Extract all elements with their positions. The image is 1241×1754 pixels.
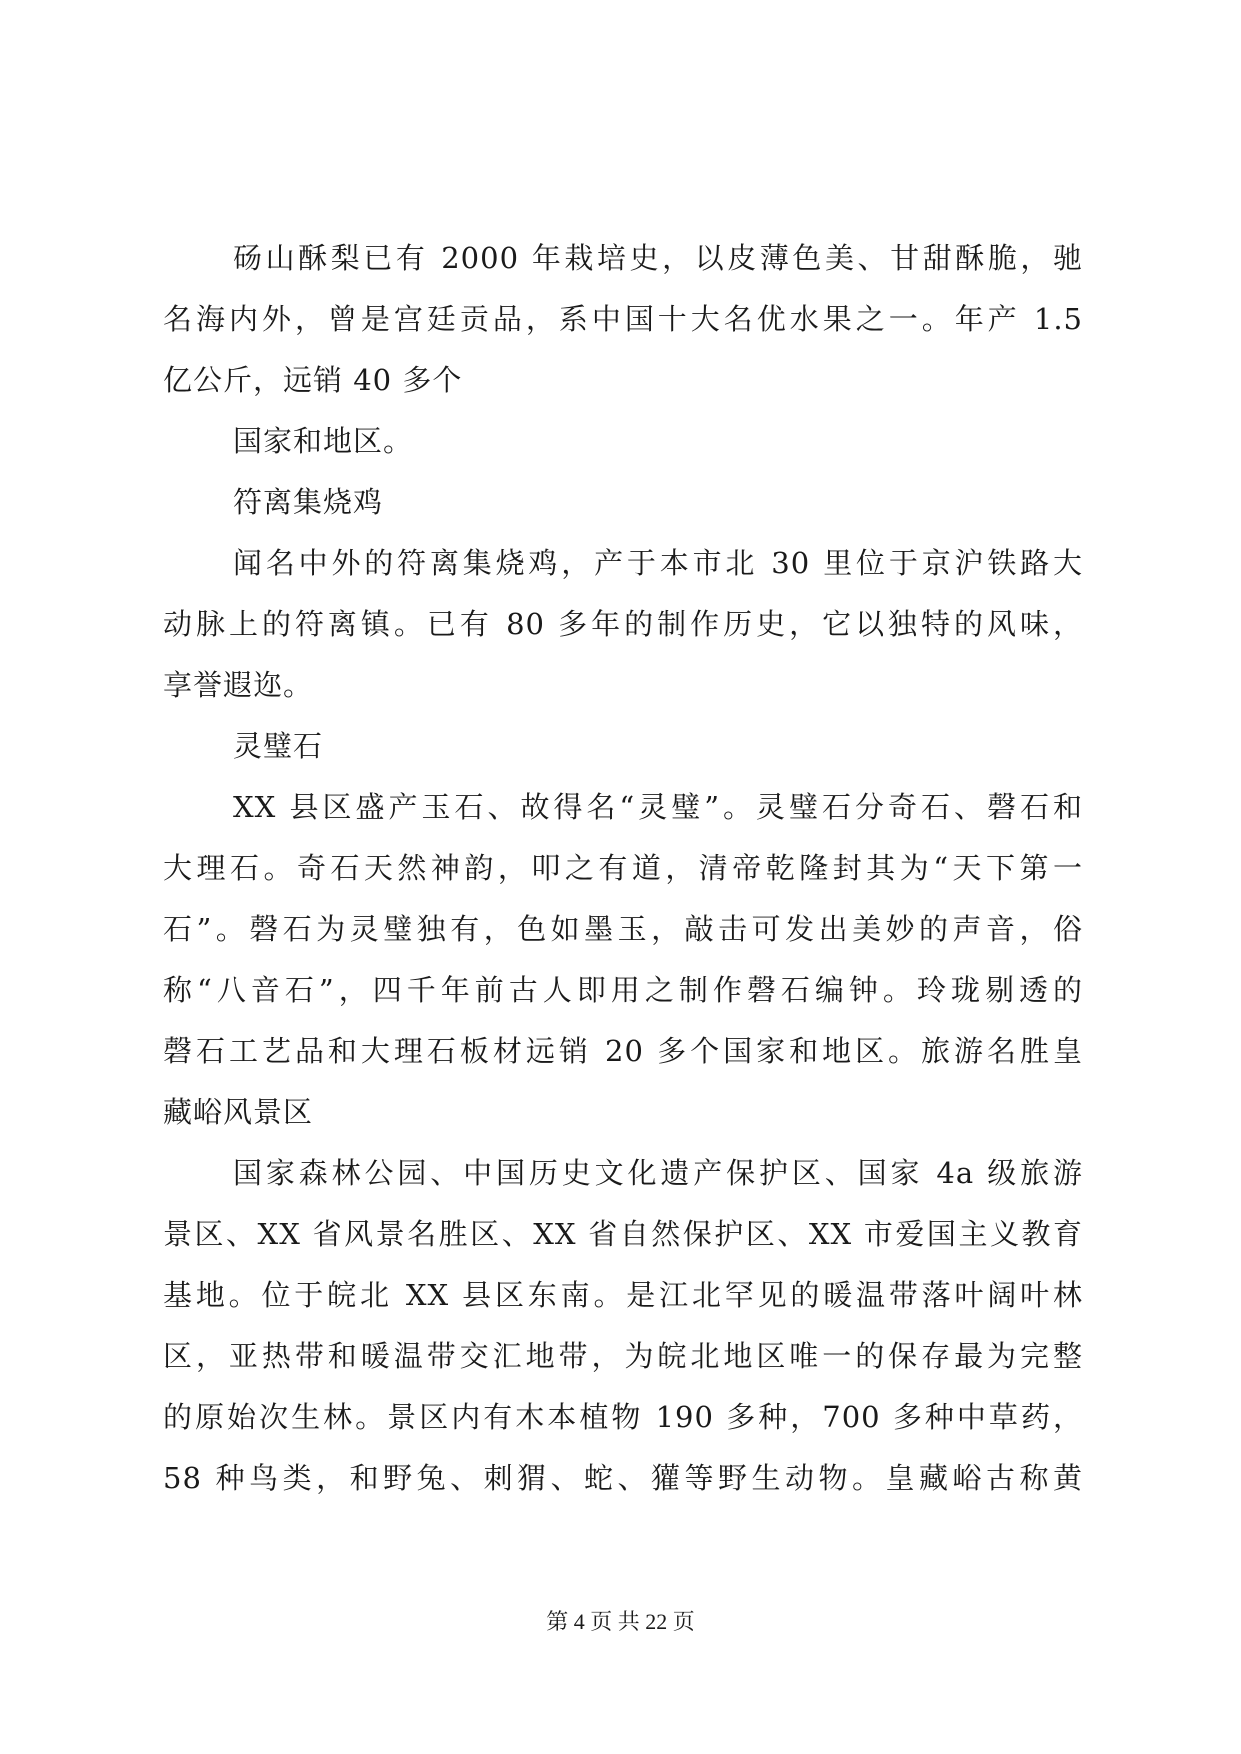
- text-line: 大理石。奇石天然神韵，叩之有道，清帝乾隆封其为“天下第一: [163, 851, 1083, 885]
- text-line: 享誉遐迩。: [163, 668, 314, 702]
- text-line: 称“八音石”，四千年前古人即用之制作磬石编钟。玲珑剔透的: [163, 973, 1083, 1007]
- text-line: 基地。位于皖北 XX 县区东南。是江北罕见的暖温带落叶阔叶林: [163, 1278, 1083, 1312]
- section-heading: 符离集烧鸡: [233, 485, 384, 519]
- text-line: 景区、XX 省风景名胜区、XX 省自然保护区、XX 市爱国主义教育: [163, 1217, 1083, 1251]
- section-heading: 灵璧石: [233, 729, 324, 763]
- page-number-footer: 第 4 页 共 22 页: [546, 1609, 695, 1634]
- text-line: 闻名中外的符离集烧鸡，产于本市北 30 里位于京沪铁路大: [233, 546, 1083, 580]
- text-line: XX 县区盛产玉石、故得名“灵璧”。灵璧石分奇石、磬石和: [233, 790, 1083, 824]
- text-line: 亿公斤，远销 40 多个: [163, 363, 463, 397]
- text-line: 国家和地区。: [233, 424, 414, 458]
- document-body: [163, 228, 1083, 1509]
- text-line: 58 种鸟类，和野兔、刺猬、蛇、獾等野生动物。皇藏峪古称黄: [163, 1461, 1083, 1495]
- text-line: 的原始次生林。景区内有木本植物 190 多种，700 多种中草药，: [163, 1400, 1083, 1434]
- text-line: 石”。磬石为灵璧独有，色如墨玉，敲击可发出美妙的声音，俗: [163, 912, 1083, 946]
- text-line: 区，亚热带和暖温带交汇地带，为皖北地区唯一的保存最为完整: [163, 1339, 1083, 1373]
- text-line: 藏峪风景区: [163, 1095, 314, 1129]
- text-line: 名海内外，曾是宫廷贡品，系中国十大名优水果之一。年产 1.5: [163, 302, 1083, 336]
- text-line: 磬石工艺品和大理石板材远销 20 多个国家和地区。旅游名胜皇: [163, 1034, 1083, 1068]
- text-line: 动脉上的符离镇。已有 80 多年的制作历史，它以独特的风味，: [163, 607, 1083, 641]
- text-line: 砀山酥梨已有 2000 年栽培史，以皮薄色美、甘甜酥脆，驰: [233, 241, 1083, 275]
- text-line: 国家森林公园、中国历史文化遗产保护区、国家 4a 级旅游: [233, 1156, 1083, 1190]
